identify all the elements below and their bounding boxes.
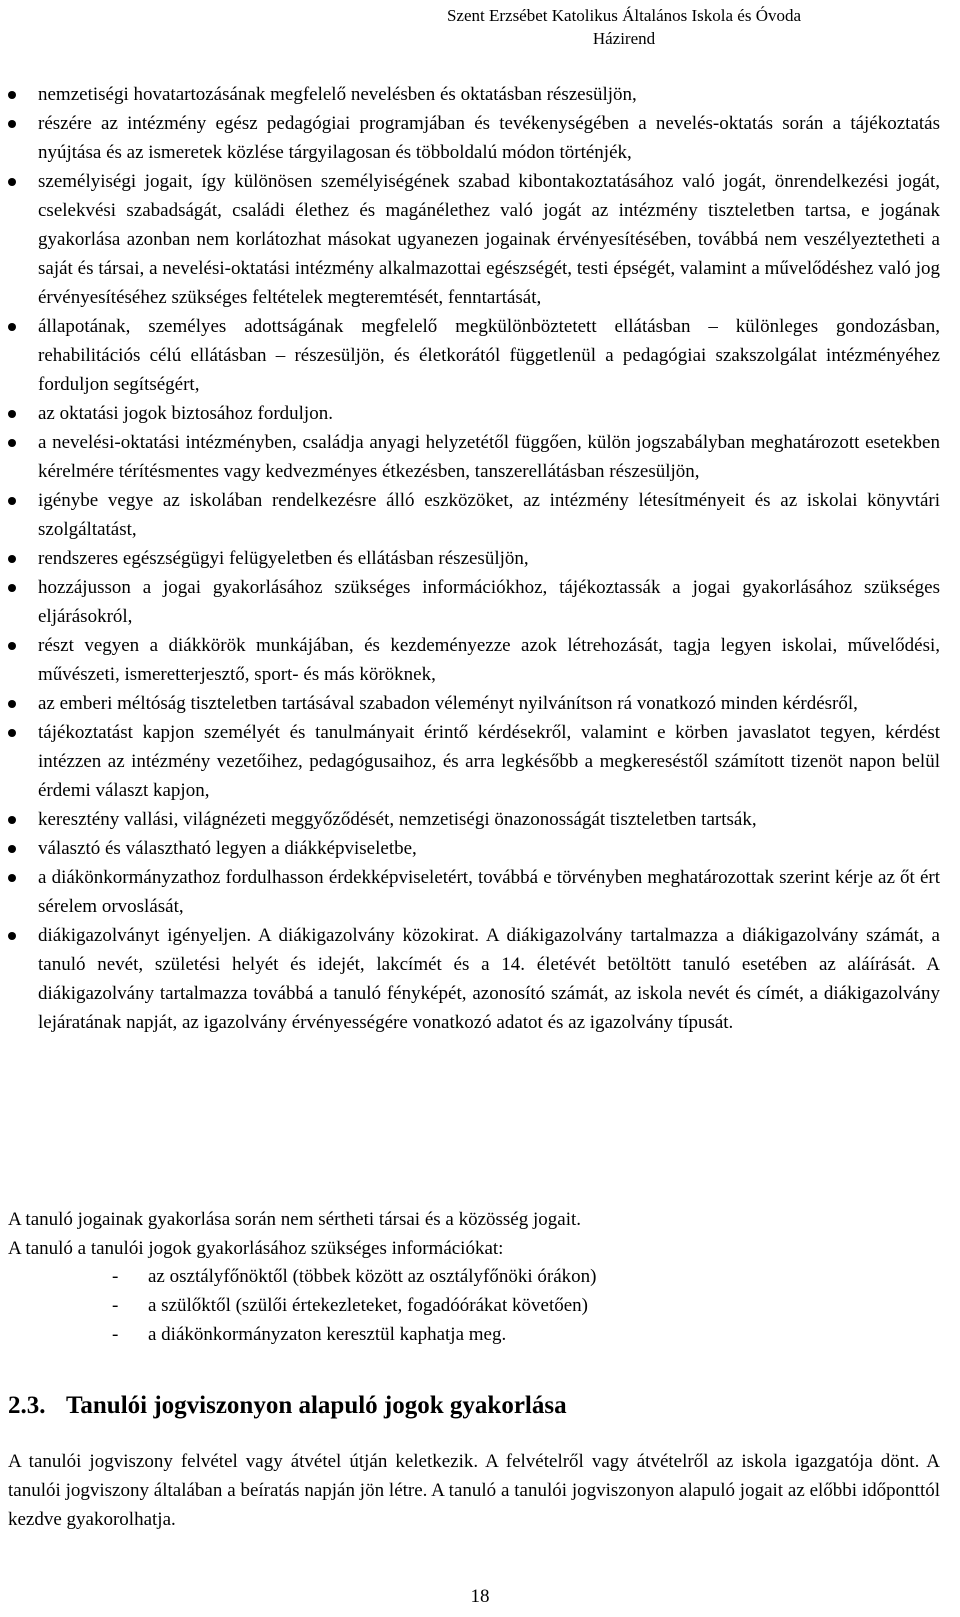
list-item: a diákönkormányzathoz fordulhasson érdekképviseletért, továbbá e törvényben meghatározottak szerint kérje az őt ért sérelem orvoslását, <box>8 863 940 921</box>
bullet-icon <box>8 932 16 940</box>
bullet-icon <box>8 700 16 708</box>
list-item: tájékoztatást kapjon személyét és tanulmányait érintő kérdésekről, valamint e körben javaslatot tegyen, kérdést intézzen az intézmény vezetőihez, pedagógusaihoz, és arra legkésőbb a megkereséstől számított tizenöt napon belül érdemi választ kapjon, <box>8 718 940 805</box>
list-item: részére az intézmény egész pedagógiai programjában és tevékenységében a nevelés-oktatás során a tájékoztatás nyújtása és az ismeretek közlése tárgyilagosan és többoldalú módon történjék, <box>8 109 940 167</box>
rights-bullet-list <box>8 80 940 1037</box>
list-item: diákigazolványt igényeljen. A diákigazolvány közokirat. A diákigazolvány tartalmazza a diákigazolvány számát, a tanuló nevét, születési helyét és idejét, lakcímét és a 14. életévét betöltött tanuló esetében az aláírását. A diákigazolvány tartalmazza továbbá a tanuló fényképét, azonosító számát, az iskola nevét és címét, a diákigazolvány lejáratának napját, az igazolvány érvényességére vonatkozó adatot és az igazolvány típusát. <box>8 921 940 1037</box>
section-heading <box>8 1390 567 1422</box>
section-title-text: Tanulói jogviszonyon alapuló jogok gyakorlása <box>66 1392 567 1419</box>
header-school-name: Szent Erzsébet Katolikus Általános Iskola és Óvoda <box>446 6 802 25</box>
list-item: rendszeres egészségügyi felügyeletben és ellátásban részesüljön, <box>8 544 940 573</box>
information-sources-list <box>112 1262 596 1349</box>
list-item: személyiségi jogait, így különösen személyiségének szabad kibontakoztatásához való jogát, önrendelkezési jogát, cselekvési szabadságát, családi élethez és magánélethez való jogát az intézmény tiszteletben tartsa, e jogának gyakorlása azonban nem korlátozhat másokat ugyanezen jogainak érvényesítésében, továbbá nem veszélyeztetheti a saját és társai, a nevelési-oktatási intézmény alkalmazottai egészségét, testi épségét, valamint a művelődéshez való jog érvényesítéséhez szükséges feltételek megteremtését, fenntartását, <box>8 167 940 312</box>
list-item: az emberi méltóság tiszteletben tartásával szabadon véleményt nyilvánítson rá vonatkozó minden kérdésről, <box>8 689 940 718</box>
bullet-icon <box>8 584 16 592</box>
bullet-icon <box>8 178 16 186</box>
bullet-icon <box>8 497 16 505</box>
bullet-icon <box>8 91 16 99</box>
page-header <box>324 4 924 50</box>
dash-marker: - <box>112 1324 119 1345</box>
list-item: állapotának, személyes adottságának megfelelő megkülönböztetett ellátásban – különleges gondozásban, rehabilitációs célú ellátásban – részesüljön, és életkorától függetlenül a pedagógiai szakszolgálat intézményéhez forduljon segítségért, <box>8 312 940 399</box>
dash-marker: - <box>112 1266 119 1287</box>
paragraph-student-rights-limit: A tanuló jogainak gyakorlása során nem sértheti társai és a közösség jogait. <box>8 1209 582 1230</box>
bullet-icon <box>8 816 16 824</box>
bullet-icon <box>8 555 16 563</box>
bullet-icon <box>8 120 16 128</box>
bullet-icon <box>8 729 16 737</box>
bullet-icon <box>8 874 16 882</box>
bullet-icon <box>8 845 16 853</box>
list-item: - az osztályfőnöktől (többek között az osztályfőnöki órákon) <box>112 1262 596 1291</box>
bullet-icon <box>8 323 16 331</box>
section-paragraph: A tanulói jogviszony felvétel vagy átvétel útján keletkezik. A felvételről vagy átvételről az iskola igazgatója dönt. A tanulói jogviszony általában a beíratás napján jön létre. A tanuló a tanulói jogviszonyon alapuló jogait az előbbi időponttól kezdve gyakorolhatja. <box>8 1451 940 1530</box>
bullet-icon <box>8 642 16 650</box>
section-number: 2.3. <box>8 1392 46 1419</box>
page-number: 18 <box>470 1586 490 1607</box>
list-item: - a szülőktől (szülői értekezleteket, fogadóórákat követően) <box>112 1291 596 1320</box>
bullet-icon <box>8 439 16 447</box>
list-item: - a diákönkormányzaton keresztül kaphatja meg. <box>112 1320 596 1349</box>
list-item: a nevelési-oktatási intézményben, családja anyagi helyzetétől függően, külön jogszabályban meghatározott esetekben kérelmére térítésmentes vagy kedvezményes étkezésben, tanszerellátásban részesüljön, <box>8 428 940 486</box>
header-document-title: Házirend <box>592 29 656 48</box>
list-item: keresztény vallási, világnézeti meggyőződését, nemzetiségi önazonosságát tiszteletben tartsák, <box>8 805 940 834</box>
list-item: az oktatási jogok biztosához forduljon. <box>8 399 940 428</box>
list-item: hozzájusson a jogai gyakorlásához szükséges információkhoz, tájékoztassák a jogai gyakorlásához szükséges eljárásokról, <box>8 573 940 631</box>
paragraph-information-sources: A tanuló a tanulói jogok gyakorlásához szükséges információkat: <box>8 1238 504 1259</box>
list-item: választó és választható legyen a diákképviseletbe, <box>8 834 940 863</box>
list-item: nemzetiségi hovatartozásának megfelelő nevelésben és oktatásban részesüljön, <box>8 80 940 109</box>
list-item: részt vegyen a diákkörök munkájában, és kezdeményezze azok létrehozását, tagja legyen iskolai, művelődési, művészeti, ismeretterjesztő, sport- és más köröknek, <box>8 631 940 689</box>
bullet-icon <box>8 410 16 418</box>
list-item: igénybe vegye az iskolában rendelkezésre álló eszközöket, az intézmény létesítményeit és az iskolai könyvtári szolgáltatást, <box>8 486 940 544</box>
dash-marker: - <box>112 1295 119 1316</box>
